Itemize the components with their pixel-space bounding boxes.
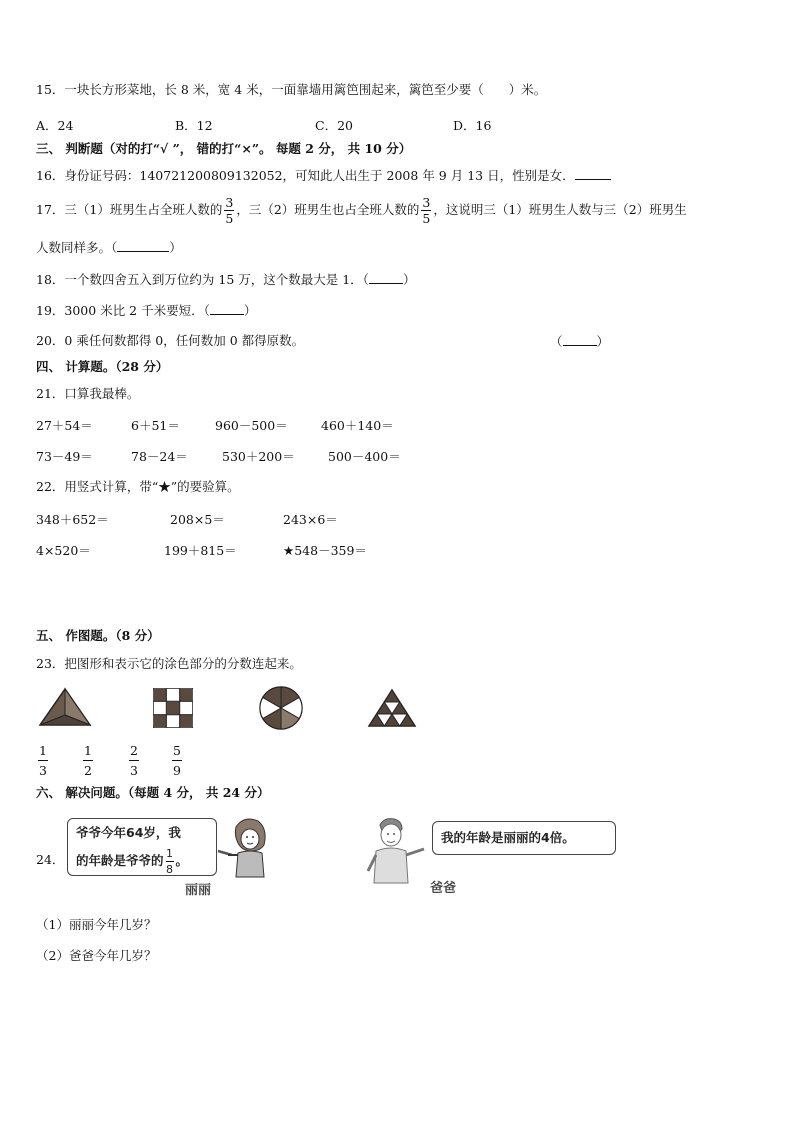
answer-blank[interactable]	[563, 333, 597, 346]
girl-illustration	[214, 815, 276, 881]
open-paren: （	[550, 334, 563, 349]
dad-speech-text: 我的年龄是丽丽的4倍。	[441, 830, 575, 845]
lili-line2	[76, 847, 188, 876]
section-3-heading: 三、 判断题（对的打“√ ”， 错的打“×”。 每题 2 分， 共 10 分）	[36, 141, 412, 156]
question-21-title: 21．口算我最棒。	[36, 386, 140, 401]
close-paren: ）	[596, 334, 610, 349]
section-4-heading: 四、 计算题。（28 分）	[36, 359, 169, 374]
close-paren: ）	[402, 272, 416, 287]
question-22-title: 22．用竖式计算，带“★”的要验算。	[36, 479, 240, 494]
frac-den: 9	[173, 763, 181, 778]
triangle-shape	[38, 687, 92, 727]
q17-part2: ，三（2）班男生也占全班人数的	[236, 202, 420, 217]
frac-den: 3	[39, 763, 47, 778]
father-illustration	[362, 815, 432, 887]
q15-option-a: A．24	[36, 118, 74, 133]
frac-num: 3	[225, 195, 234, 210]
question-23-title: 23．把图形和表示它的涂色部分的分数连起来。	[36, 656, 302, 671]
q17-part1: 17．三（1）班男生占全班人数的	[36, 202, 223, 217]
lili-speech-bubble	[67, 818, 217, 876]
fraction-option[interactable]	[129, 743, 139, 778]
q15-option-d: D．16	[453, 118, 492, 133]
frac-num: 1	[166, 847, 174, 860]
fraction-3-5	[224, 196, 234, 225]
answer-blank[interactable]	[210, 302, 244, 315]
calc-item: 500－400＝	[328, 449, 401, 464]
frac-num: 3	[422, 195, 431, 210]
frac-num: 2	[130, 743, 138, 758]
dad-speech-bubble	[432, 821, 616, 855]
question-20: 20．0 乘任何数都得 0，任何数加 0 都得原数。	[36, 333, 305, 348]
question-18	[36, 271, 415, 288]
frac-den: 5	[422, 211, 431, 226]
calc-item: 78－24＝	[131, 449, 188, 464]
triangle-grid-shape	[367, 688, 417, 728]
vertical-calc-item: 4×520＝	[36, 543, 91, 558]
frac-num: 1	[84, 743, 92, 758]
q15-option-b: B．12	[175, 118, 213, 133]
frac-den: 3	[130, 763, 138, 778]
answer-blank[interactable]	[117, 239, 169, 252]
question-24-sub1: （1）丽丽今年几岁？	[36, 917, 157, 932]
frac-num: 1	[39, 743, 47, 758]
q17-part3: ，这说明三（1）班男生人数与三（2）班男生	[433, 202, 687, 217]
fraction-option[interactable]	[38, 743, 48, 778]
question-24-label: 24．	[36, 852, 65, 867]
frac-num: 5	[173, 743, 181, 758]
close-paren: ）	[169, 240, 182, 255]
frac-den: 5	[225, 211, 234, 226]
calc-item: 6＋51＝	[131, 418, 180, 433]
vertical-calc-item: 208×5＝	[170, 512, 225, 527]
question-17	[36, 196, 687, 225]
fraction-option[interactable]	[83, 743, 93, 778]
vertical-calc-item: 243×6＝	[283, 512, 338, 527]
fraction-1-8	[166, 847, 174, 876]
answer-blank[interactable]	[575, 167, 611, 180]
frac-den: 8	[166, 863, 174, 876]
fraction-3-5	[421, 196, 431, 225]
lili-end: 。	[175, 853, 189, 868]
vertical-calc-item: ★548－359＝	[283, 543, 367, 558]
question-16	[36, 167, 611, 184]
circle-shape	[258, 685, 304, 731]
question-19	[36, 302, 256, 319]
q19-text: 19．3000 米比 2 千米要短．（	[36, 303, 210, 318]
q18-text: 18．一个数四舍五入到万位约为 15 万，这个数最大是 1．（	[36, 272, 369, 287]
q20-answer	[550, 333, 609, 350]
calc-item: 27＋54＝	[36, 418, 93, 433]
lili-name: 丽丽	[185, 883, 212, 898]
q15-option-c: C．20	[315, 118, 353, 133]
vertical-calc-item: 348＋652＝	[36, 512, 109, 527]
fraction-option[interactable]	[172, 743, 182, 778]
dad-name: 爸爸	[430, 881, 457, 896]
lili-line2-text: 的年龄是爷爷的	[76, 853, 164, 868]
question-24-sub2: （2）爸爸今年几岁？	[36, 948, 157, 963]
grid-square-shape	[153, 688, 193, 728]
question-17-line2	[36, 239, 182, 256]
q16-text: 16．身份证号码：140721200809132052，可知此人出生于 2008 年 9 月 13 日，性别是女．	[36, 168, 575, 183]
section-5-heading: 五、 作图题。（8 分）	[36, 628, 160, 643]
q17-line2-text: 人数同样多。（	[36, 240, 118, 255]
question-15: 15．一块长方形菜地，长 8 米，宽 4 米，一面靠墙用篱笆围起来，篱笆至少要（ ）米。	[36, 82, 547, 97]
calc-item: 73－49＝	[36, 449, 93, 464]
close-paren: ）	[243, 303, 257, 318]
section-6-heading: 六、 解决问题。（每题 4 分， 共 24 分）	[36, 785, 270, 800]
calc-item: 460＋140＝	[321, 418, 394, 433]
lili-line1: 爷爷今年64岁，我	[76, 825, 181, 840]
calc-item: 530＋200＝	[222, 449, 295, 464]
frac-den: 2	[84, 763, 92, 778]
calc-item: 960－500＝	[215, 418, 288, 433]
vertical-calc-item: 199＋815＝	[164, 543, 237, 558]
answer-blank[interactable]	[369, 271, 403, 284]
